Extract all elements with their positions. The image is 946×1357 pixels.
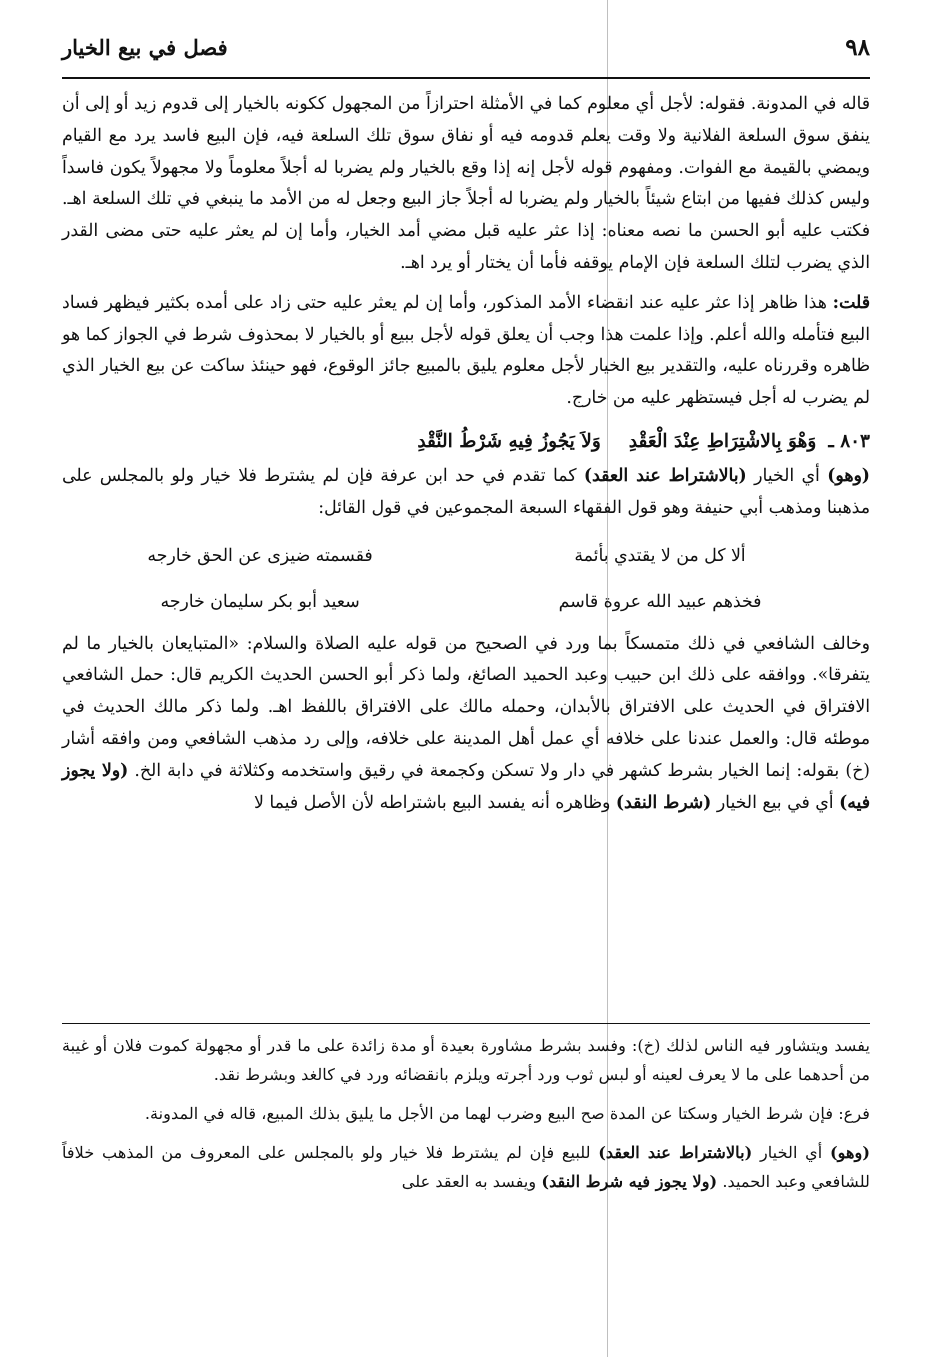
footnote-3 [62,1138,870,1196]
paragraph-3 [62,461,870,525]
poem-hemistich: سعيد أبو بكر سليمان خارجه [160,591,360,612]
paragraph-3-bold: (بالاشتراط عند العقد) [583,465,747,486]
qult-label: قلت: [832,292,870,313]
footnotes [62,1031,870,1206]
page-header [62,22,870,72]
footnote-3-bold-2: (ولا يجوز فيه شرط النقد) [541,1172,718,1191]
paragraph-4-text: وخالف الشافعي في ذلك متمسكاً بما ورد في الصحيح من قوله عليه الصلاة والسلام: «المتبايعان بالخيار ما لم يتفرقا». ووافقه على ذلك ابن حبيب وعبد الحميد الصائغ، ولما ذكر أبو الحسن الحديث الكريم قال: حمل الشافعي الافتراق في الحديث على الافتراق بالأبدان، وحمله مالك على الافتراق باللفظ اهـ. ولما ذكر مالك الحديث في موطئه قال: والعمل عندنا على خلافه أي عمل أهل المدينة على خلافه، وإلى رد مذهب الشافعي ومن وافقه أشار (خ) بقوله: إنما الخيار بشرط كشهر في دار ولا تسكن وكجمعة في رقيق واستخدمه وكثلاثة في دابة الخ. [62,633,870,781]
paragraph-4-end: وظاهره أنه يفسد البيع باشتراطه لأن الأصل فيما لا [254,792,611,813]
main-text [62,89,870,827]
paragraph-4 [62,629,870,820]
poem [62,533,870,625]
chapter-title: فصل في بيع الخيار [62,34,228,60]
verse-hemistich-2: وَلاَ يَجُوزُ فِيهِ شَرْطُ النَّقْدِ [417,430,601,452]
poem-hemistich: ألا كل من لا يقتدي بأئمة [574,545,746,566]
paragraph-4-bold-1: (ولا يجوز فيه) [62,760,870,813]
paragraph-4-mid: أي في بيع الخيار [716,792,834,813]
footnote-3-b: للبيع فإن لم يشترط فلا خيار ولو بالمجلس على المعروف من المذهب خلافاً للشافعي وعبد الحميد. [62,1143,870,1191]
footnote-3-a: أي الخيار [759,1143,823,1162]
paragraph-4-bold-2: (شرط النقد) [615,792,712,813]
verse-line [62,423,870,460]
paragraph-1: قاله في المدونة. فقوله: لأجل أي معلوم كما في الأمثلة احترازاً من المجهول ككونه بالخيار إلى قدوم زيد أو إلى أن ينفق سوق السلعة الفلانية ولا وقت يعلم قدومه فيه أو نفاق سوق تلك السلعة فيه، فإن البيع فاسد يرد مع القيام ويمضي بالقيمة مع الفوات. ومفهوم قوله لأجل إنه إذا وقع بالخيار ولم يضربا له أجلاً معلوماً ولا مجهولاً يكون فاسداً وليس كذلك ففيها من ابتاع شيئاً بالخيار ولم يضربا له أجلاً جاز البيع وجعل له من الأمد ما ينبغي في تلك السلعة اهـ. فكتب عليه أبو الحسن ما نصه معناه: إذا عثر عليه قبل مضي أمد الخيار، وأما إن لم يعثر عليه حتى مضى القدر الذي يضرب لتلك السلعة فإن الإمام يوقفه فأما أن يختار أو يرد اهـ. [62,94,870,273]
paragraph-2 [62,288,870,415]
header-rule [62,77,870,79]
footnote-3-c: ويفسد به العقد على [401,1172,537,1191]
verse-number: ٨٠٣ ـ [828,430,870,452]
verse-hemistich-1: وَهْوَ بِالاشْتِرَاطِ عِنْدَ الْعَقْدِ [628,430,817,452]
footnote-rule [62,1023,870,1024]
poem-hemistich: فخذهم عبيد الله عروة قاسم [558,591,762,612]
paragraph-3-a: أي الخيار [754,465,820,486]
page-number: ٩٨ [845,33,870,61]
footnote-3-lead: (وهو) [829,1143,870,1162]
poem-line [62,533,870,579]
paragraph-2-text: هذا ظاهر إذا عثر عليه عند انقضاء الأمد المذكور، وأما إن لم يعثر عليه حتى زاد على أمده بكثير فيظهر فساد البيع فتأمله والله أعلم. وإذا علمت هذا وجب أن يعلق قوله لأجل ببيع أو بالخيار لا بمحذوف شرط في الجواز كما هو ظاهره وقررناه عليه، والتقدير بيع الخيار لأجل معلوم يليق بالمبيع جائز الوقوع، فهو حينئذ ساكت عن بيع الخيار الذي لم يضرب له أجل فيستظهر عليه من خارج. [62,292,870,409]
poem-hemistich: فقسمته ضيزى عن الحق خارجه [147,545,373,566]
paragraph-3-b: كما تقدم في حد ابن عرفة فإن لم يشترط فلا خيار ولو بالمجلس على مذهبنا ومذهب أبي حنيفة وهو قول الفقهاء السبعة المجموعين في قول القائل: [62,465,870,518]
footnote-2: فرع: فإن شرط الخيار وسكتا عن المدة صح البيع وضرب لهما من الأجل ما يليق بذلك المبيع، قاله في المدونة. [144,1104,870,1123]
footnote-3-bold-1: (بالاشتراط عند العقد) [598,1143,753,1162]
footnote-1: يفسد ويتشاور فيه الناس لذلك (خ): وفسد بشرط مشاورة بعيدة أو مدة زائدة على ما قدر أو مجهولة كموت فلان أو غيبة من أحدهما على ما لا يعرف لعينه أو لبس ثوب ورد أجرته ويلزم بانقضائه ورد في كالغد وبشرط نقد. [62,1036,870,1084]
paragraph-3-lead: (وهو) [827,465,870,486]
poem-line [62,579,870,625]
